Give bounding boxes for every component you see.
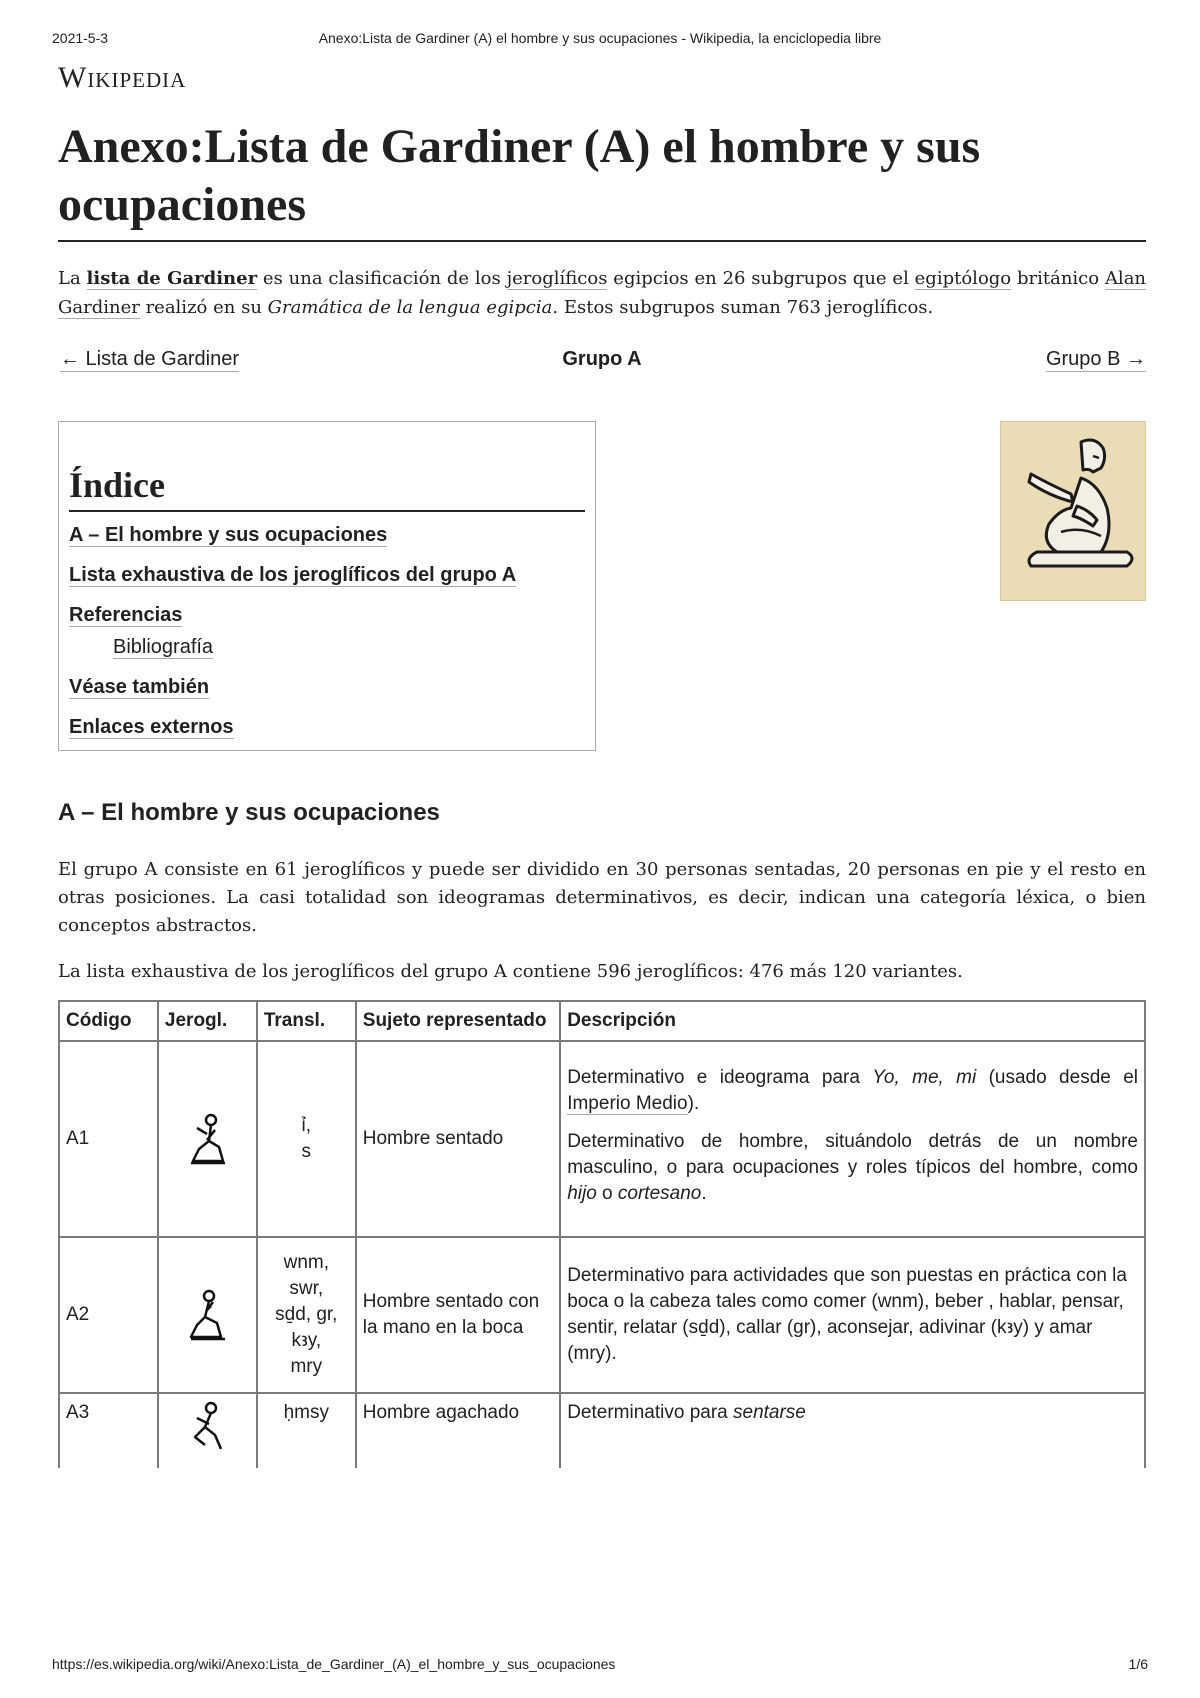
cell-code: A3 bbox=[59, 1393, 158, 1493]
seated-man-icon bbox=[1001, 422, 1145, 600]
hieroglyph-table bbox=[58, 1000, 1146, 1494]
intro-paragraph bbox=[58, 264, 1146, 322]
table-of-contents bbox=[58, 421, 596, 751]
description-paragraph bbox=[567, 1129, 1138, 1207]
seated-man-hieroglyph-image[interactable] bbox=[1000, 421, 1146, 601]
intro-text: egipcios en 26 subgrupos que el bbox=[607, 268, 915, 289]
col-header: Jerogl. bbox=[158, 1001, 257, 1041]
toc-item[interactable]: A – El hombre y sus ocupaciones bbox=[69, 524, 388, 546]
wikipedia-logo[interactable]: Wikipedia bbox=[58, 61, 187, 94]
cell-translit: ỉ, s bbox=[257, 1041, 356, 1237]
link-egiptologo[interactable]: egiptólogo bbox=[914, 268, 1012, 289]
cell-subject: Hombre agachado bbox=[356, 1393, 560, 1493]
cell-glyph bbox=[158, 1041, 257, 1237]
desc-text: o bbox=[596, 1183, 618, 1204]
desc-italic: sentarse bbox=[733, 1402, 806, 1423]
cell-subject: Hombre sentado con la mano en la boca bbox=[356, 1237, 560, 1393]
print-header bbox=[52, 30, 1148, 50]
toc-title: Índice bbox=[69, 460, 585, 512]
section-paragraph: El grupo A consiste en 61 jeroglíficos y puede ser dividido en 30 personas sentadas, 20 personas en pie y el resto en otras posiciones. La casi totalidad son ideogramas determinativos, es decir, indican una categoría léxica, o bien conceptos abstractos. bbox=[58, 859, 1146, 936]
intro-text: . Estos subgrupos suman 763 jeroglíficos. bbox=[552, 297, 934, 318]
print-title: Anexo:Lista de Gardiner (A) el hombre y sus ocupaciones - Wikipedia, la enciclopedia libre bbox=[318, 30, 882, 46]
nav-next-link[interactable]: Grupo B → bbox=[1045, 348, 1146, 370]
link-jeroglificos[interactable]: jeroglíficos bbox=[506, 268, 608, 289]
desc-text: ). bbox=[687, 1093, 700, 1114]
link-alan-gardiner[interactable]: Alan Gardiner bbox=[58, 268, 1147, 318]
intro-text: realizó en su bbox=[139, 297, 268, 318]
intro-text: británico bbox=[1011, 268, 1105, 289]
cell-description: Determinativo para actividades que son puestas en práctica con la boca o la cabeza tales como comer (wnm), beber , hablar, pensar, sentir, relatar (sḏd), callar (gr), aconsejar, adivinar (kꜣy) y amar (mry). bbox=[560, 1237, 1145, 1393]
group-navigation bbox=[58, 348, 1146, 378]
desc-text: Determinativo de hombre, situándolo detrás de un nombre masculino, o para ocupaciones y roles típicos del hombre, como bbox=[567, 1131, 1138, 1178]
cell-description bbox=[560, 1041, 1145, 1237]
description-paragraph bbox=[567, 1065, 1138, 1117]
hieroglyph-a3-icon bbox=[185, 1400, 229, 1454]
desc-text: . bbox=[701, 1183, 707, 1204]
cell-translit: wnm, swr, sḏd, gr, kꜣy, mry bbox=[257, 1237, 356, 1393]
page-title: Anexo:Lista de Gardiner (A) el hombre y sus ocupaciones bbox=[58, 118, 1146, 242]
toc-item[interactable]: Véase también bbox=[69, 676, 210, 698]
hieroglyph-a2-icon bbox=[185, 1288, 229, 1342]
hieroglyph-a1-icon bbox=[185, 1112, 229, 1166]
cell-code: A2 bbox=[59, 1237, 158, 1393]
table-row bbox=[59, 1237, 1145, 1393]
table-row bbox=[59, 1041, 1145, 1237]
desc-text: Determinativo para bbox=[567, 1402, 733, 1423]
article-content bbox=[58, 58, 1147, 1423]
toc-item[interactable]: Enlaces externos bbox=[69, 716, 234, 738]
desc-text: Determinativo e ideograma para bbox=[567, 1067, 873, 1088]
col-header: Descripción bbox=[560, 1001, 1145, 1041]
toc-subitem[interactable]: Bibliografía bbox=[113, 636, 214, 658]
toc-item[interactable]: Lista exhaustiva de los jeroglíficos del grupo A bbox=[69, 564, 517, 586]
col-header: Transl. bbox=[257, 1001, 356, 1041]
cell-translit: ḥmsy bbox=[257, 1393, 356, 1493]
cell-subject: Hombre sentado bbox=[356, 1041, 560, 1237]
toc-item[interactable]: Referencias bbox=[69, 604, 183, 626]
print-date: 2021-5-3 bbox=[52, 30, 109, 46]
print-url: https://es.wikipedia.org/wiki/Anexo:Lista_de_Gardiner_(A)_el_hombre_y_sus_ocupaciones bbox=[52, 1656, 616, 1672]
section-paragraph: La lista exhaustiva de los jeroglíficos del grupo A contiene 596 jeroglíficos: 476 más 120 variantes. bbox=[58, 961, 963, 982]
desc-italic: Yo, me, mi bbox=[872, 1067, 977, 1088]
print-page-number: 1/6 bbox=[1128, 1656, 1148, 1672]
print-footer bbox=[52, 1656, 1148, 1676]
cell-glyph bbox=[158, 1237, 257, 1393]
table-header-row bbox=[59, 1001, 1145, 1041]
link-imperio-medio[interactable]: Imperio Medio bbox=[567, 1093, 688, 1114]
section-heading: A – El hombre y sus ocupaciones bbox=[58, 799, 440, 826]
intro-text: es una clasificación de los bbox=[257, 268, 507, 289]
book-title: Gramática de la lengua egipcia bbox=[267, 297, 553, 318]
link-lista-de-gardiner[interactable]: lista de Gardiner bbox=[86, 268, 258, 289]
desc-italic: hijo bbox=[567, 1183, 597, 1204]
desc-text: (usado desde el bbox=[976, 1067, 1138, 1088]
cell-code: A1 bbox=[59, 1041, 158, 1237]
nav-prev-link[interactable]: ← Lista de Gardiner bbox=[60, 348, 239, 370]
col-header: Código bbox=[59, 1001, 158, 1041]
desc-italic: cortesano bbox=[617, 1183, 702, 1204]
col-header: Sujeto representado bbox=[356, 1001, 560, 1041]
nav-current-group: Grupo A bbox=[562, 348, 642, 370]
intro-text: La bbox=[58, 268, 87, 289]
